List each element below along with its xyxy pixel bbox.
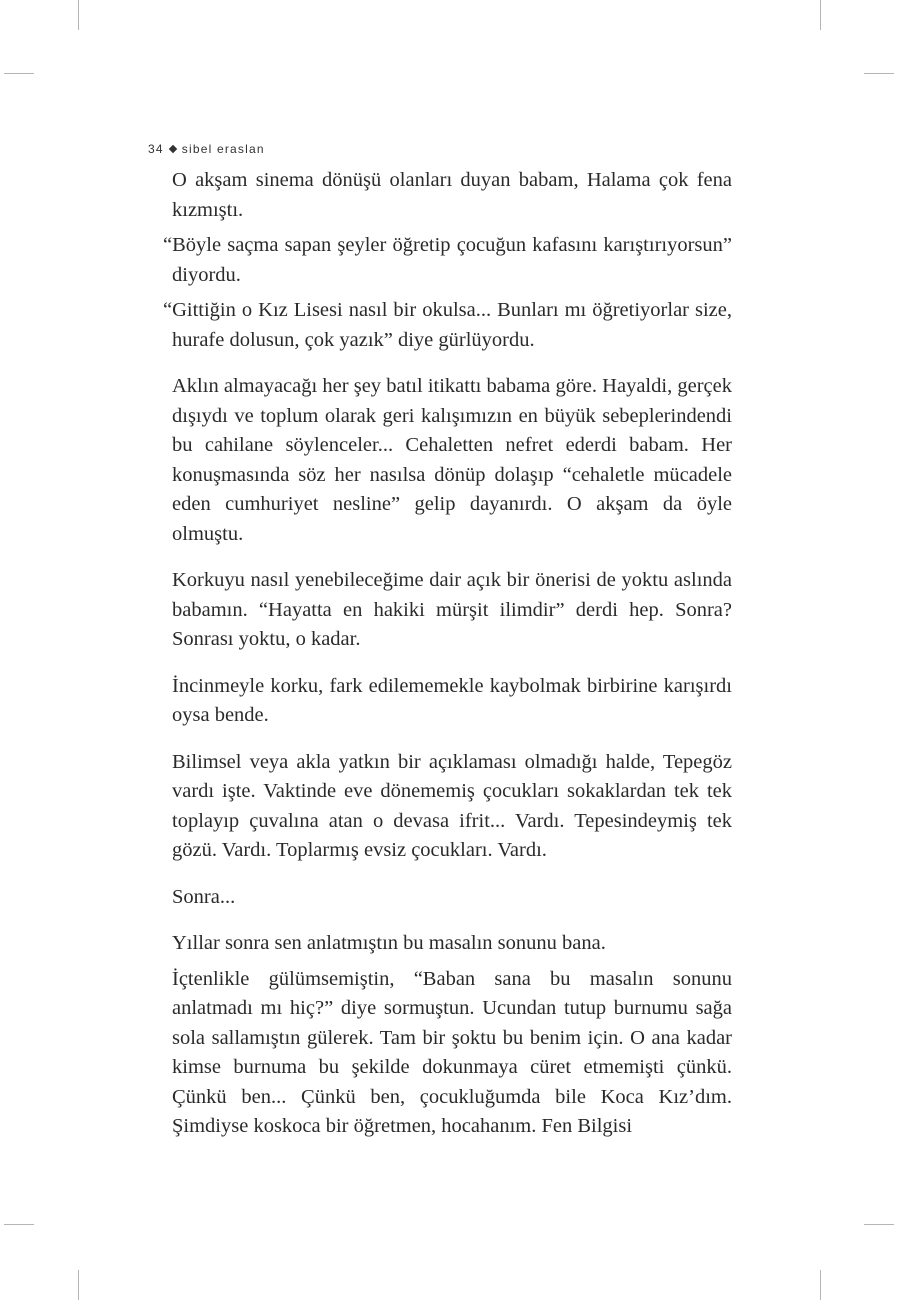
page-number: 34 — [148, 142, 164, 156]
paragraph-quote: “Böyle saçma sapan şeyler öğretip çocuğun kafasını karıştırıyorsun” diyordu. — [163, 234, 732, 286]
running-head — [148, 142, 265, 156]
crop-mark-right-bottom — [864, 1224, 894, 1225]
paragraph-quote: “Gittiğin o Kız Lisesi nasıl bir okulsa... Bunları mı öğretiyorlar size, hurafe dolusun, çok yazık” diye gürlüyordu. — [163, 299, 732, 351]
paragraph: Aklın almayacağı her şey batıl itikattı babama göre. Hayaldi, gerçek dışıydı ve toplum olarak geri kalışımızın en büyük sebeplerindendi bu cahilane söylenceler... Cehaletten nefret ederdi babam. Her konuşmasında söz her nasılsa dönüp dolaşıp “cehaletle mücadele eden cumhuriyet nesline” gelip dayanırdı. O akşam da öyle olmuştu. — [172, 375, 732, 545]
author-name: sibel eraslan — [181, 142, 265, 156]
paragraph: Korkuyu nasıl yenebileceğime dair açık bir önerisi de yoktu aslında babamın. “Hayatta en hakiki mürşit ilimdir” derdi hep. Sonra? Sonrası yoktu, o kadar. — [172, 569, 732, 650]
body-text — [163, 166, 732, 1142]
crop-mark-bottom-right — [820, 1270, 821, 1300]
paragraph: Yıllar sonra sen anlatmıştın bu masalın sonunu bana. — [172, 932, 606, 954]
paragraph: O akşam sinema dönüşü olanları duyan babam, Halama çok fena kızmıştı. — [172, 169, 732, 221]
paragraph: İçtenlikle gülümsemiştin, “Baban sana bu masalın sonunu anlatmadı mı hiç?” diye sormuştun. Ucundan tutup burnumu sağa sola sallamıştın gülerek. Tam bir şoktu bu benim için. O ana kadar kimse burnuma bu şekilde dokunmaya cüret etmemişti çünkü. Çünkü ben... Çünkü ben, çocukluğumda bile Koca Kız’dım. Şimdiyse koskoca bir öğretmen, hocahanım. Fen Bilgisi — [172, 967, 732, 1137]
paragraph: Bilimsel veya akla yatkın bir açıklaması olmadığı halde, Tepegöz vardı işte. Vaktinde eve dönememiş çocukları sokaklardan tek tek toplayıp çuvalına atan o devasa ifrit... Vardı. Tepesindeymiş tek gözü. Vardı. Toplarmış evsiz çocukları. Vardı. — [172, 750, 732, 861]
bullet-icon — [169, 145, 177, 153]
crop-mark-bottom-left — [78, 1270, 79, 1300]
crop-mark-left-top — [4, 73, 34, 74]
crop-mark-top-left — [78, 0, 79, 30]
paragraph: Sonra... — [172, 885, 236, 908]
paragraph: İncinmeyle korku, fark edilememekle kaybolmak birbirine karışırdı oysa bende. — [172, 674, 732, 726]
crop-mark-top-right — [820, 0, 821, 30]
crop-mark-right-top — [864, 73, 894, 74]
crop-mark-left-bottom — [4, 1224, 34, 1225]
